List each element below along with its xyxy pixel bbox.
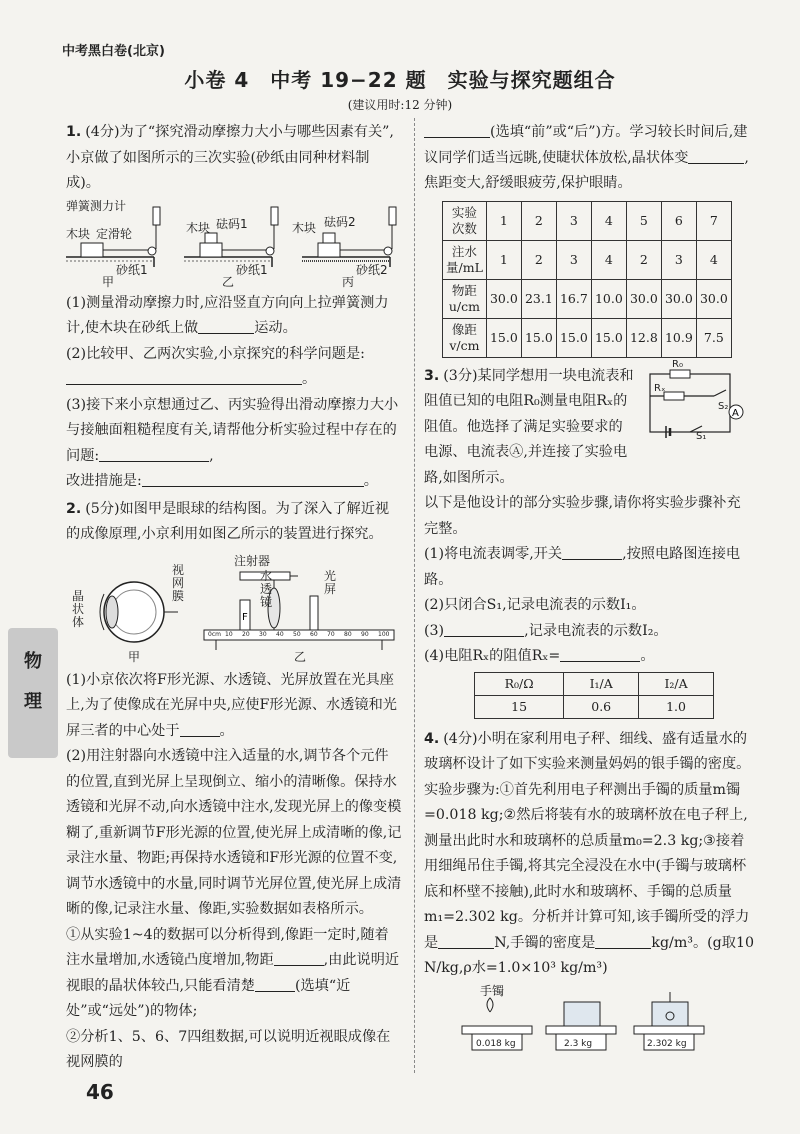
table-cell: 15.0 bbox=[486, 318, 521, 357]
sandpaper1-label: 砂纸1 bbox=[116, 262, 148, 277]
column-header: R₀/Ω bbox=[475, 672, 564, 695]
scale2-reading: 2.3 kg bbox=[564, 1038, 593, 1049]
ruler-tick-label: 70 bbox=[327, 630, 335, 638]
table-cell: 16.7 bbox=[556, 279, 591, 318]
ruler-tick-label: 10 bbox=[225, 630, 233, 638]
answer-blank[interactable] bbox=[562, 543, 622, 560]
svg-text:F: F bbox=[242, 611, 248, 623]
q4-stem-c: kg/m³。(g取10 N/kg,ρ水=1.0×10³ kg/m³) bbox=[424, 934, 755, 976]
spring-scale-label: 弹簧测力计 bbox=[66, 198, 127, 213]
ruler-tick-label: 40 bbox=[276, 630, 284, 638]
screen-label: 光屏 bbox=[324, 568, 337, 596]
table-cell: 4 bbox=[591, 240, 626, 279]
table-cell: 3 bbox=[556, 240, 591, 279]
fig-label-yi: 乙 bbox=[222, 274, 235, 289]
question-4 bbox=[424, 727, 754, 1054]
q1-part4: 改进措施是: bbox=[66, 473, 142, 489]
q2-part3a: ①从实验1~4的数据可以分析得到,像距一定时,随着注水量增加,水透镜凸度增加,物距 bbox=[66, 926, 389, 968]
table-cell: 2 bbox=[521, 201, 556, 240]
table-row bbox=[475, 695, 714, 718]
table-cell: 15.0 bbox=[521, 318, 556, 357]
q3-intro: 以下是他设计的部分实验步骤,请你将实验步骤补充完整。 bbox=[424, 495, 741, 537]
q1-part2: (2)比较甲、乙两次实验,小京探究的科学问题是: bbox=[66, 345, 365, 362]
right-column bbox=[424, 120, 754, 1056]
q2-part4c: ,焦距变大,舒缓眼疲劳,保护眼睛。 bbox=[424, 149, 749, 191]
s2-label: S₂ bbox=[718, 400, 729, 412]
table-cell: 7.5 bbox=[696, 318, 731, 357]
page-number: 46 bbox=[86, 1080, 114, 1104]
q3-step2: (2)只闭合S₁,记录电流表的示数I₁。 bbox=[424, 597, 646, 613]
answer-blank[interactable] bbox=[560, 645, 640, 662]
friction-figure bbox=[66, 199, 402, 289]
question-number: 3. bbox=[424, 367, 440, 384]
question-stem: (4分)为了“探究滑动摩擦力大小与哪些因素有关”,小京做了如图所示的三次实验(砂纸由同种材料制成)。 bbox=[66, 124, 394, 191]
column-header: I₁/A bbox=[564, 672, 639, 695]
ruler-scale bbox=[204, 630, 394, 640]
pulley-label: 定滑轮 bbox=[96, 226, 133, 241]
scale-figure bbox=[424, 983, 754, 1054]
series-header: 中考黑白卷(北京) bbox=[62, 44, 165, 59]
table-cell: 2 bbox=[626, 240, 661, 279]
weight2-label: 砝码2 bbox=[324, 214, 356, 229]
bracelet-label: 手镯 bbox=[480, 983, 505, 998]
column-divider bbox=[414, 118, 415, 1073]
row-header: 像距v/cm bbox=[443, 318, 487, 357]
lens-body-label: 晶状体 bbox=[72, 588, 85, 629]
block-label: 木块 bbox=[66, 226, 91, 241]
q3-step1a: (1)将电流表调零,开关 bbox=[424, 546, 563, 562]
q2-part4: ②分析1、5、6、7四组数据,可以说明近视眼成像在视网膜的 bbox=[66, 1028, 391, 1070]
left-column bbox=[66, 120, 402, 1076]
question-stem: (5分)如图甲是眼球的结构图。为了深入了解近视的成像原理,小京利用如图乙所示的装置进行探究。 bbox=[66, 500, 390, 542]
question-3: 3. (3分)某同学想用一块电流表和阻值已知的电阻R₀测量电阻Rₓ的阻值。他选择了满足实验要求的电源、电流表Ⓐ,并连接了实验电路,如图所示。 A R₀ Rₓ S₂ S₁ 以下是他设计的部分实验步骤,请你将实验步骤补充完整。 (1)将电流表调零,开关 ,按照电路图连接电路。 (2)只闭合S₁,记录电流表的示数I₁。 (3) ,记录电流表的示数I₂。 (4)电阻Rₓ的阻值Rₓ= 。 R₀/Ω I₁/A I₂/A 15 0.6 1.0 bbox=[424, 364, 754, 719]
table-cell: 0.6 bbox=[564, 695, 639, 718]
table-cell: 7 bbox=[696, 201, 731, 240]
q1-part1: (1)测量滑动摩擦力时,应沿竖直方向向上拉弹簧测力计,使木块在砂纸上做 bbox=[66, 294, 389, 336]
q3-step4: (4)电阻Rₓ的阻值Rₓ= bbox=[424, 648, 561, 664]
scale3-reading: 2.302 kg bbox=[647, 1038, 687, 1049]
ruler-tick-label: 90 bbox=[361, 630, 369, 638]
table-cell: 30.0 bbox=[626, 279, 661, 318]
table-cell: 4 bbox=[591, 201, 626, 240]
answer-blank[interactable] bbox=[595, 932, 651, 949]
fig-label-yi: 乙 bbox=[294, 649, 307, 664]
answer-blank[interactable] bbox=[688, 147, 744, 164]
answer-blank[interactable] bbox=[444, 620, 524, 637]
table-cell: 30.0 bbox=[486, 279, 521, 318]
lens-figure bbox=[66, 550, 402, 666]
circuit-figure bbox=[642, 358, 754, 446]
water-lens-label: 水透镜 bbox=[260, 568, 273, 609]
answer-blank[interactable] bbox=[66, 368, 302, 385]
answer-blank[interactable] bbox=[274, 949, 324, 966]
subject-tab-label: 物理 bbox=[24, 651, 42, 712]
table-cell: 15 bbox=[475, 695, 564, 718]
fig-label-bing: 丙 bbox=[342, 274, 355, 289]
q2-part3c: (选填“近处”或“远处”)的物体; bbox=[66, 977, 351, 1019]
sandpaper2-label: 砂纸2 bbox=[356, 262, 388, 277]
ruler-tick-label: 0cm bbox=[208, 630, 221, 638]
table-cell: 12.8 bbox=[626, 318, 661, 357]
q1-part3: (3)接下来小京想通过乙、丙实验得出滑动摩擦力大小与接触面粗糙程度有关,请帮他分析实验过程中存在的问题: bbox=[66, 396, 399, 464]
table-cell: 1.0 bbox=[639, 695, 714, 718]
q3-step3a: (3) bbox=[424, 622, 445, 639]
weight1-label: 砝码1 bbox=[216, 216, 248, 231]
table-cell: 10.0 bbox=[591, 279, 626, 318]
table-cell: 1 bbox=[486, 201, 521, 240]
rx-label: Rₓ bbox=[654, 382, 666, 394]
row-header: 注水量/mL bbox=[443, 240, 487, 279]
q2-part2: (2)用注射器向水透镜中注入适量的水,调节各个元件的位置,直到光屏上呈现倒立、缩小的清晰像。保持水透镜和光屏不动,向水透镜中注水,发现光屏上的像变模糊了,重新调节F形光源的位置,使光屏上成清晰的像,记录注水量、物距;再保持水透镜和F形光源的位置不变,调节水透镜中的水量,同时调节光屏位置,使光屏上成清晰的像,记录注水量、像距,实验数据如表格所示。 bbox=[66, 748, 402, 917]
answer-blank[interactable] bbox=[180, 720, 220, 737]
s1-label: S₁ bbox=[696, 430, 707, 442]
question-stem: (3分)某同学想用一块电流表和阻值已知的电阻R₀测量电阻Rₓ的阻值。他选择了满足实验要求的电源、电流表Ⓐ,并连接了实验电路,如图所示。 bbox=[424, 367, 634, 486]
table-cell: 2 bbox=[521, 240, 556, 279]
answer-blank[interactable] bbox=[99, 445, 209, 462]
row-header: 实验次数 bbox=[443, 201, 487, 240]
q2-part4b: (选填“前”或“后”)方。学习较长时间后,建议同学们适当远眺,使睫状体放松,晶状体变 bbox=[424, 124, 748, 166]
q4-stem-b: N,手镯的密度是 bbox=[494, 934, 596, 951]
answer-blank[interactable] bbox=[198, 317, 254, 334]
lens-data-table bbox=[442, 201, 732, 358]
table-row bbox=[443, 318, 732, 357]
page-title: 小卷 4 中考 19−22 题 实验与探究题组合 bbox=[184, 68, 616, 92]
table-row bbox=[443, 201, 732, 240]
retina-label: 视网膜 bbox=[172, 562, 185, 603]
svg-text:A: A bbox=[732, 407, 739, 419]
q3-step3b: ,记录电流表的示数I₂。 bbox=[524, 622, 668, 639]
resistance-data-table bbox=[474, 672, 714, 719]
table-cell: 4 bbox=[696, 240, 731, 279]
ruler-tick-label: 100 bbox=[378, 630, 390, 638]
ruler-tick-label: 60 bbox=[310, 630, 318, 638]
row-header: 物距u/cm bbox=[443, 279, 487, 318]
table-cell: 15.0 bbox=[556, 318, 591, 357]
q3-step1b: ,按照电路图连接电路。 bbox=[424, 546, 741, 588]
table-cell: 5 bbox=[626, 201, 661, 240]
q1-part1-end: 运动。 bbox=[254, 320, 297, 336]
answer-blank[interactable] bbox=[438, 932, 494, 949]
block-label-2: 木块 bbox=[186, 220, 211, 235]
syringe-label: 注射器 bbox=[234, 553, 271, 568]
question-number: 2. bbox=[66, 500, 82, 517]
block-label-3: 木块 bbox=[292, 220, 317, 235]
table-cell: 10.9 bbox=[661, 318, 696, 357]
table-row bbox=[475, 672, 714, 695]
question-2: 2. (5分)如图甲是眼球的结构图。为了深入了解近视的成像原理,小京利用如图乙所示的装置进行探究。 F 注射器 视网膜 晶状体 水透镜 光屏 甲 乙 0cm 10 20 30 40 50 60 70 80 90 100 (1)小京依次将F形光源、水透镜、光屏放置在光具座上,为了使像成在光屏中央,应使F形光源、水透镜和光屏三者的中心处于 。 (2)用注射器向水透镜中注入适量的水,调节各个元件的位置,直到光屏上呈现倒立、缩小的清晰像。保持水透镜和光屏不动,向水透镜中注水,发现光屏上的像变模糊了,重新调节F形光源的位置,使光屏上成清晰的像,记录注水量、物距;再保持水透镜和F形光源的位置不变,调节水透镜中的水量,同时调节光屏位置,使光屏上成清晰的像,记录注水量、像距,实验数据如表格所示。 ①从实验1~4的数据可以分析得到,像距一定时,随着注水量增加,水透镜凸度增加,物距 ,由此说明近视眼的晶状体较凸,只能看清楚 (选填“近处”或“远处”)的物体; ②分析1、5、6、7四组数据,可以说明近视眼成像在视网膜的 bbox=[66, 497, 402, 1076]
ruler-tick-label: 20 bbox=[242, 630, 250, 638]
ruler-tick-label: 30 bbox=[259, 630, 267, 638]
page-subtitle: (建议用时:12 分钟) bbox=[347, 98, 453, 112]
table-cell: 1 bbox=[486, 240, 521, 279]
question-number: 1. bbox=[66, 124, 82, 140]
answer-blank[interactable] bbox=[142, 470, 364, 487]
subject-tab bbox=[8, 628, 58, 758]
table-row bbox=[443, 240, 732, 279]
table-row bbox=[443, 279, 732, 318]
sandpaper1-label-2: 砂纸1 bbox=[236, 262, 268, 277]
ruler-tick-label: 50 bbox=[293, 630, 301, 638]
table-cell: 30.0 bbox=[696, 279, 731, 318]
question-1: 1. (4分)为了“探究滑动摩擦力大小与哪些因素有关”,小京做了如图所示的三次实验(砂纸由同种材料制成)。 弹簧测力计 木块 定滑轮 木块 砝码1 木块 砝码2 砂纸1 砂纸1 砂纸2 甲 乙 丙 (1)测量滑动摩擦力时,应沿竖直方向向上拉弹簧测力计,使木块在砂纸上做 运动。 (2)比较甲、乙两次实验,小京探究的科学问题是:。 (3)接下来小京想通过乙、丙实验得出滑动摩擦力大小与接触面粗糙程度有关,请帮他分析实验过程中存在的问题: , 改进措施是: 。 bbox=[66, 120, 402, 495]
table-cell: 15.0 bbox=[591, 318, 626, 357]
table-cell: 23.1 bbox=[521, 279, 556, 318]
r0-label: R₀ bbox=[672, 358, 683, 370]
answer-blank[interactable] bbox=[424, 121, 490, 138]
column-header: I₂/A bbox=[639, 672, 714, 695]
table-cell: 30.0 bbox=[661, 279, 696, 318]
question-stem: (4分)小明在家利用电子秤、细线、盛有适量水的玻璃杯设计了如下实验来测量妈妈的银手镯的密度。实验步骤为:①首先利用电子秤测出手镯的质量m镯=0.018 kg;②然后将装有水的玻璃杯放在电子秤上,测量出此时水和玻璃杯的总质量m₀=2.3 kg;③接着用细绳吊住手镯,将其完全浸没在水中(手镯与玻璃杯底和杯壁不接触),此时水和玻璃杯、手镯的总质量m₁=2.302 kg。分析并计算可知,该手镯所受的浮力是 bbox=[424, 730, 751, 951]
question-number: 4. bbox=[424, 730, 440, 747]
scale1-reading: 0.018 kg bbox=[476, 1038, 516, 1049]
answer-blank[interactable] bbox=[255, 975, 295, 992]
table-cell: 6 bbox=[661, 201, 696, 240]
q2-part3b: ,由此说明近视眼的晶状体较凸,只能看清楚 bbox=[66, 952, 400, 994]
ruler-tick-label: 80 bbox=[344, 630, 352, 638]
q2-part1: (1)小京依次将F形光源、水透镜、光屏放置在光具座上,为了使像成在光屏中央,应使F形光源、水透镜和光屏三者的中心处于 bbox=[66, 671, 397, 739]
table-cell: 3 bbox=[556, 201, 591, 240]
fig-label-jia: 甲 bbox=[128, 649, 141, 664]
table-cell: 3 bbox=[661, 240, 696, 279]
fig-label-jia: 甲 bbox=[102, 274, 115, 289]
